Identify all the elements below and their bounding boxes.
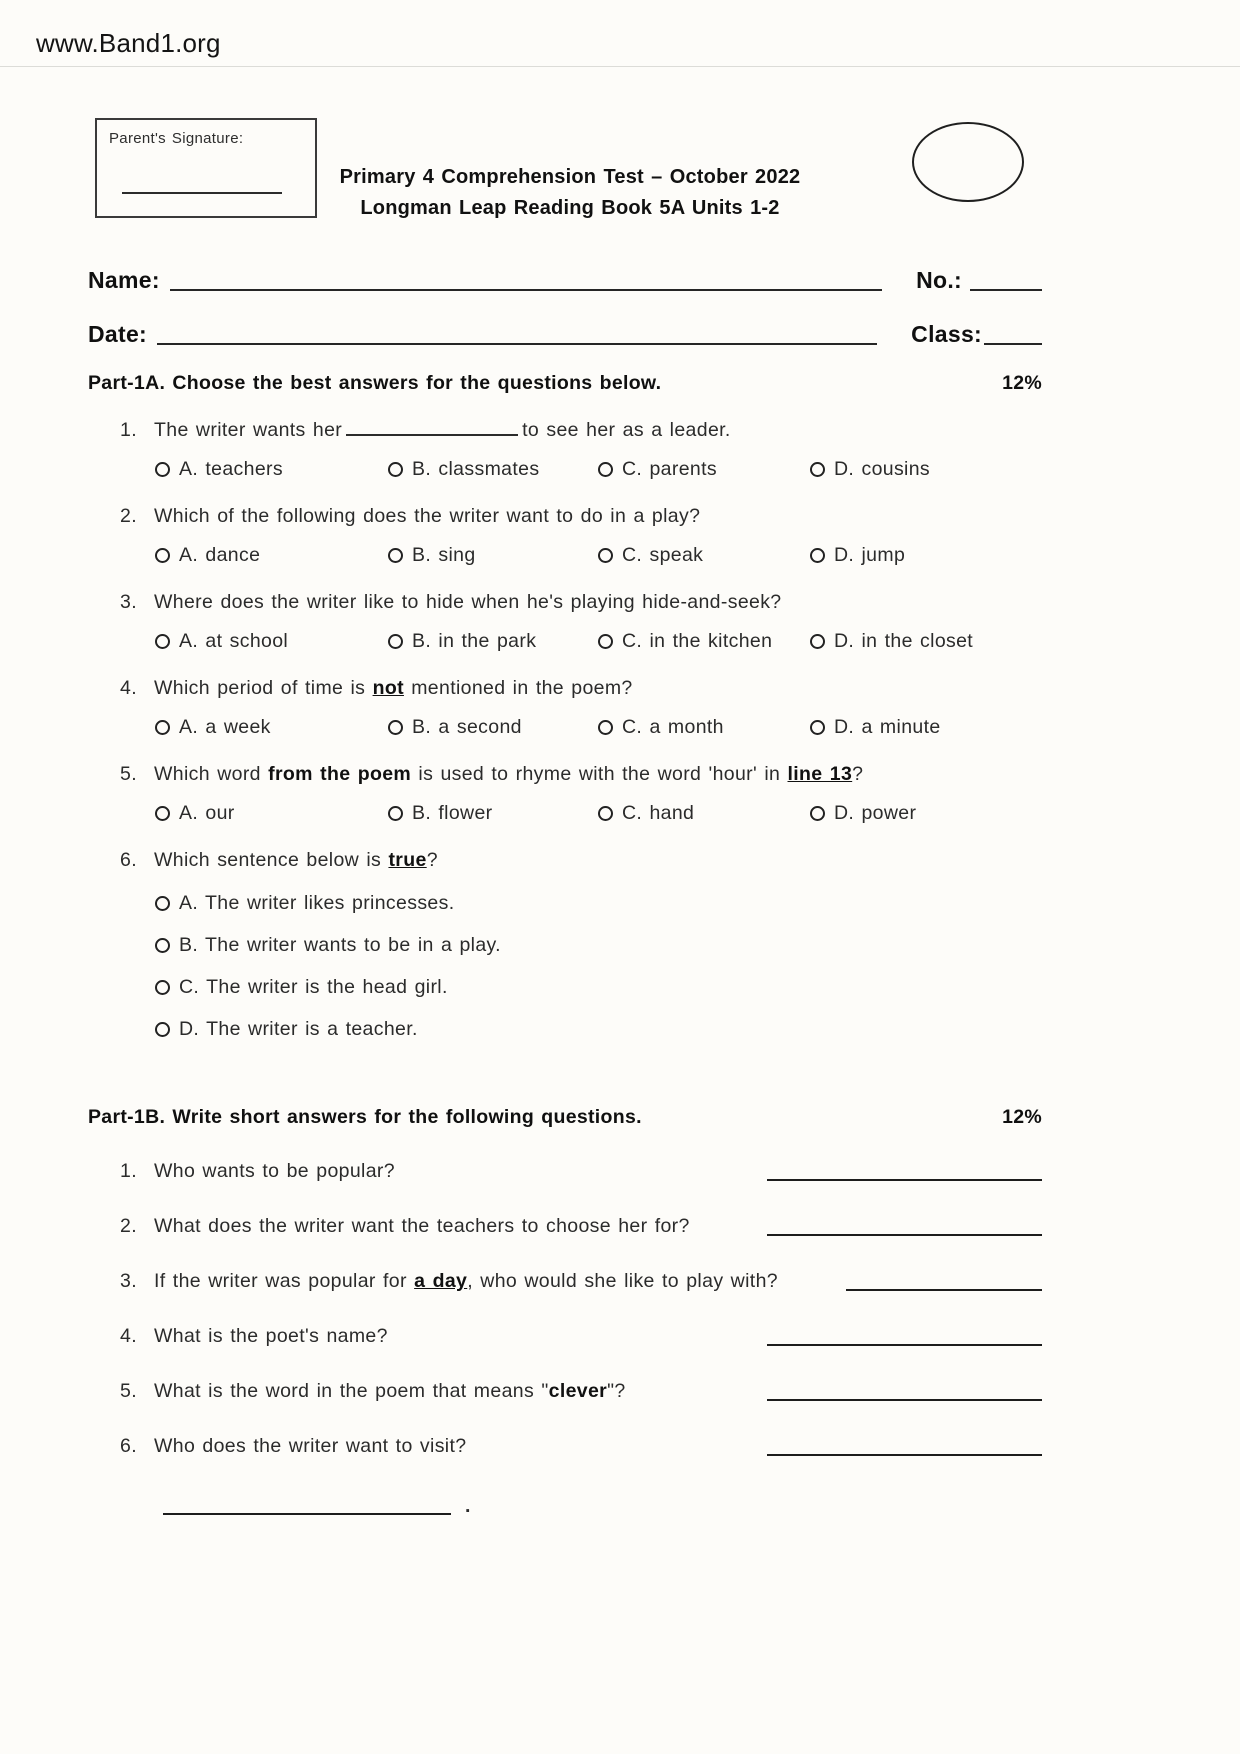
part1b-heading: Part-1B. Write short answers for the following questions. [88, 1106, 642, 1128]
q1-option-d [810, 458, 930, 481]
parent-signature-line[interactable] [122, 192, 282, 194]
q5-text-mid: is used to rhyme with the word 'hour' in [411, 763, 788, 785]
q1-option-b [388, 458, 598, 481]
q5 [88, 761, 1042, 788]
parent-signature-label: Parent's Signature: [109, 130, 244, 147]
test-body [88, 258, 1042, 1518]
option-label: C. in the kitchen [622, 630, 773, 652]
q3-option-c [598, 630, 810, 653]
part1b-q3-number: 3. [120, 1270, 137, 1292]
q3 [88, 589, 1042, 616]
option-label: B. a second [412, 716, 522, 738]
part1b-q3-text-post: , who would she like to play with? [467, 1270, 778, 1292]
q6-number: 6. [120, 849, 137, 871]
option-label: B. The writer wants to be in a play. [179, 934, 501, 956]
class-label: Class: [911, 321, 982, 347]
radio-icon[interactable] [810, 806, 825, 821]
radio-icon[interactable] [810, 720, 825, 735]
radio-icon[interactable] [388, 806, 403, 821]
class-input-line[interactable] [984, 343, 1042, 345]
q2-option-c [598, 544, 810, 567]
answer-line[interactable] [767, 1454, 1042, 1456]
q5-emphasis-1: from the poem [268, 763, 412, 785]
q3-option-d [810, 630, 973, 653]
part1a-heading: Part-1A. Choose the best answers for the questions below. [88, 372, 662, 394]
q5-text-pre: Which word [154, 763, 269, 785]
radio-icon[interactable] [388, 634, 403, 649]
option-label: B. flower [412, 802, 493, 824]
q2-text: Which of the following does the writer want to do in a play? [154, 505, 701, 527]
option-label: B. classmates [412, 458, 540, 480]
part1b-q5-emphasis: clever [548, 1380, 608, 1402]
option-label: A. a week [179, 716, 271, 738]
q6-option-d [155, 1016, 1042, 1042]
q6-text-pre: Which sentence below is [154, 849, 389, 871]
name-row [88, 258, 1042, 294]
no-label: No.: [916, 267, 962, 293]
q4-options [88, 716, 1042, 739]
q1 [88, 417, 1042, 444]
part1b-q5 [88, 1378, 1042, 1404]
q6-option-c [155, 974, 1042, 1000]
test-title [300, 162, 840, 224]
radio-icon[interactable] [388, 720, 403, 735]
option-label: B. in the park [412, 630, 537, 652]
q6 [88, 847, 1042, 874]
option-label: D. a minute [834, 716, 941, 738]
continuation-answer-row [88, 1495, 1042, 1518]
q4-option-d [810, 716, 941, 739]
q3-options [88, 630, 1042, 653]
q1-option-c [598, 458, 810, 481]
part1b-q6-number: 6. [120, 1435, 137, 1457]
q2-option-d [810, 544, 905, 567]
radio-icon[interactable] [155, 938, 170, 953]
q1-option-a [155, 458, 388, 481]
part1b-q3-text [154, 1268, 832, 1294]
radio-icon[interactable] [810, 634, 825, 649]
radio-icon[interactable] [388, 462, 403, 477]
q5-emphasis-2: line 13 [787, 763, 853, 785]
q4-text-post: mentioned in the poem? [403, 677, 633, 699]
name-input-line[interactable] [170, 289, 882, 291]
q4-number: 4. [120, 677, 137, 699]
part1b-q5-text-pre: What is the word in the poem that means " [154, 1380, 549, 1402]
part1b-score: 12% [1002, 1106, 1042, 1128]
answer-line[interactable] [767, 1179, 1042, 1181]
part1b-q3-text-pre: If the writer was popular for [154, 1270, 415, 1292]
answer-line[interactable] [767, 1234, 1042, 1236]
final-period: . [465, 1495, 471, 1517]
q6-options [88, 890, 1042, 1042]
q4-text-pre: Which period of time is [154, 677, 373, 699]
q5-option-a [155, 802, 388, 825]
date-label: Date: [88, 321, 148, 347]
site-watermark: www.Band1.org [36, 28, 221, 58]
radio-icon[interactable] [810, 548, 825, 563]
name-label: Name: [88, 267, 160, 293]
q5-number: 5. [120, 763, 137, 785]
q5-text [154, 761, 1042, 788]
radio-icon[interactable] [155, 1022, 170, 1037]
option-label: C. hand [622, 802, 695, 824]
parent-signature-box [95, 118, 317, 218]
radio-icon[interactable] [388, 548, 403, 563]
q5-options [88, 802, 1042, 825]
option-label: A. teachers [179, 458, 283, 480]
q4 [88, 675, 1042, 702]
q6-option-a [155, 890, 1042, 916]
q6-text-post: ? [426, 849, 438, 871]
option-label: A. The writer likes princesses. [179, 892, 455, 914]
option-label: D. in the closet [834, 630, 974, 652]
radio-icon[interactable] [155, 548, 170, 563]
option-label: C. The writer is the head girl. [179, 976, 448, 998]
q4-option-b [388, 716, 598, 739]
q3-number: 3. [120, 591, 137, 613]
q3-text: Where does the writer like to hide when he's playing hide-and-seek? [154, 591, 782, 613]
option-label: D. jump [834, 544, 906, 566]
radio-icon[interactable] [598, 806, 613, 821]
part1b-heading-row [88, 1106, 1042, 1129]
part1b-q4-text: What is the poet's name? [154, 1325, 388, 1347]
radio-icon[interactable] [155, 720, 170, 735]
radio-icon[interactable] [155, 980, 170, 995]
part1b-q2-number: 2. [120, 1215, 137, 1237]
q1-number: 1. [120, 419, 137, 441]
q1-text [154, 417, 1042, 444]
radio-icon[interactable] [598, 720, 613, 735]
test-title-line1: Primary 4 Comprehension Test – October 2022 [339, 166, 801, 188]
radio-icon[interactable] [598, 634, 613, 649]
test-title-line2: Longman Leap Reading Book 5A Units 1-2 [360, 197, 780, 219]
radio-icon[interactable] [598, 462, 613, 477]
option-label: B. sing [412, 544, 476, 566]
answer-line[interactable] [163, 1513, 451, 1515]
q2-option-b [388, 544, 598, 567]
radio-icon[interactable] [810, 462, 825, 477]
radio-icon[interactable] [155, 896, 170, 911]
no-input-line[interactable] [970, 289, 1042, 291]
q5-option-b [388, 802, 598, 825]
part1a-score: 12% [1002, 372, 1042, 394]
option-label: A. dance [179, 544, 261, 566]
part1b-q4 [88, 1323, 1042, 1349]
q1-text-post: to see her as a leader. [522, 419, 731, 441]
answer-line[interactable] [767, 1399, 1042, 1401]
radio-icon[interactable] [155, 634, 170, 649]
q1-blank-line [346, 420, 518, 436]
part1b-q2 [88, 1213, 1042, 1239]
date-row [88, 312, 1042, 348]
q4-emphasis: not [372, 677, 404, 699]
q3-option-b [388, 630, 598, 653]
date-input-line[interactable] [157, 343, 877, 345]
header-divider [0, 66, 1240, 67]
q1-options [88, 458, 1042, 481]
part1b-q1-number: 1. [120, 1160, 137, 1182]
q2 [88, 503, 1042, 530]
radio-icon[interactable] [155, 806, 170, 821]
option-label: C. speak [622, 544, 704, 566]
radio-icon[interactable] [155, 462, 170, 477]
part1b-q6 [88, 1433, 1042, 1459]
answer-line[interactable] [767, 1344, 1042, 1346]
q4-option-a [155, 716, 388, 739]
part1b-q2-text: What does the writer want the teachers to choose her for? [154, 1215, 690, 1237]
q6-option-b [155, 932, 1042, 958]
radio-icon[interactable] [598, 548, 613, 563]
part1b-q4-number: 4. [120, 1325, 137, 1347]
option-label: C. parents [622, 458, 717, 480]
option-label: D. The writer is a teacher. [179, 1018, 418, 1040]
q2-options [88, 544, 1042, 567]
answer-line[interactable] [846, 1289, 1042, 1291]
part1b-q5-text-post: "? [607, 1380, 626, 1402]
q2-option-a [155, 544, 388, 567]
q4-option-c [598, 716, 810, 739]
q6-emphasis: true [388, 849, 427, 871]
part1b-q3 [88, 1268, 1042, 1294]
q4-text [154, 675, 1042, 702]
option-label: C. a month [622, 716, 724, 738]
q5-option-c [598, 802, 810, 825]
option-label: A. at school [179, 630, 289, 652]
q5-option-d [810, 802, 916, 825]
option-label: D. power [834, 802, 917, 824]
q2-number: 2. [120, 505, 137, 527]
q1-text-pre: The writer wants her [154, 419, 343, 441]
part1b-q5-text [154, 1378, 753, 1404]
part1b-q1 [88, 1158, 1042, 1184]
option-label: D. cousins [834, 458, 931, 480]
option-label: A. our [179, 802, 235, 824]
part1b-q1-text: Who wants to be popular? [154, 1160, 395, 1182]
q3-option-a [155, 630, 388, 653]
score-oval [912, 122, 1024, 202]
part1b-q6-text: Who does the writer want to visit? [154, 1435, 467, 1457]
q6-text [154, 847, 1042, 874]
part1b-q3-emphasis: a day [414, 1270, 468, 1292]
part1a-heading-row [88, 372, 1042, 395]
q5-text-post: ? [852, 763, 864, 785]
part1b-q5-number: 5. [120, 1380, 137, 1402]
